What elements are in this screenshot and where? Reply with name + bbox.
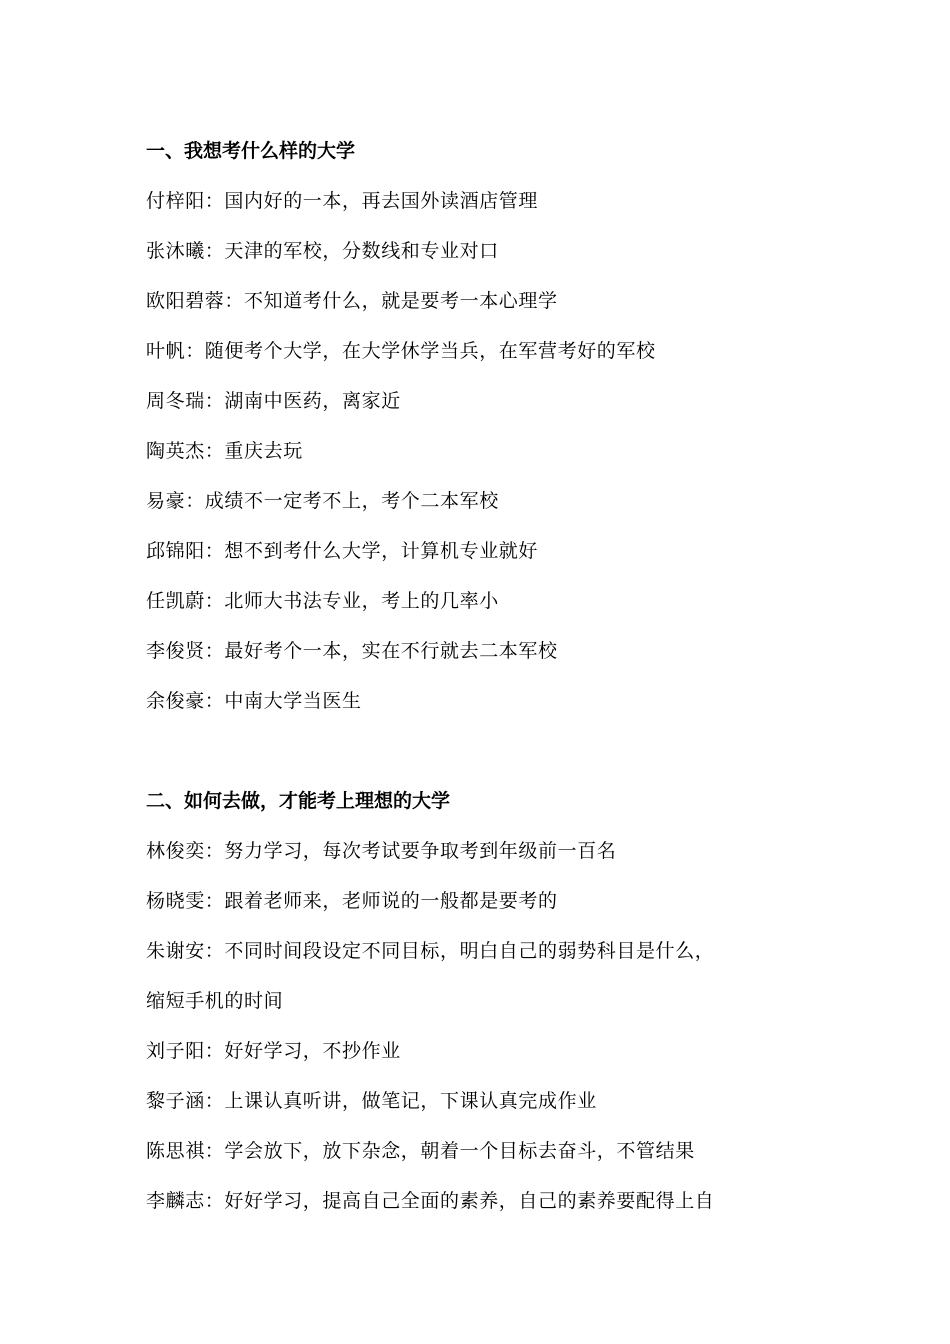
section-1-line: 付梓阳：国内好的一本，再去国外读酒店管理	[146, 190, 539, 212]
section-2-line: 陈思祺：学会放下，放下杂念，朝着一个目标去奋斗，不管结果	[146, 1140, 695, 1162]
section-1-line: 叶帆：随便考个大学，在大学休学当兵，在军营考好的军校	[146, 340, 656, 362]
section-1-heading: 一、我想考什么样的大学	[146, 140, 356, 162]
section-2-line: 林俊奕：努力学习，每次考试要争取考到年级前一百名	[146, 840, 617, 862]
section-1-line: 任凯蔚：北师大书法专业，考上的几率小	[146, 590, 499, 612]
section-spacer	[146, 726, 826, 776]
section-2-line: 朱谢安：不同时间段设定不同目标，明白自己的弱势科目是什么，	[146, 940, 715, 962]
section-2-line: 杨晓雯：跟着老师来，老师说的一般都是要考的	[146, 890, 558, 912]
section-2-line: 李麟志：好好学习，提高自己全面的素养，自己的素养要配得上自	[146, 1190, 715, 1212]
section-1-line: 张沐曦：天津的军校，分数线和专业对口	[146, 240, 499, 262]
section-2-heading: 二、如何去做，才能考上理想的大学	[146, 790, 451, 812]
section-1-line: 李俊贤：最好考个一本，实在不行就去二本军校	[146, 640, 558, 662]
section-2-line: 缩短手机的时间	[146, 990, 284, 1012]
section-1-line: 欧阳碧蓉：不知道考什么，就是要考一本心理学	[146, 290, 558, 312]
section-1-line: 余俊豪：中南大学当医生	[146, 690, 362, 712]
section-1-line: 邱锦阳：想不到考什么大学，计算机专业就好	[146, 540, 539, 562]
section-1-line: 陶英杰：重庆去玩	[146, 440, 303, 462]
section-1-line: 易豪：成绩不一定考不上，考个二本军校	[146, 490, 499, 512]
section-1-line: 周冬瑞：湖南中医药，离家近	[146, 390, 401, 412]
document-content	[146, 126, 826, 1226]
section-2-line: 黎子涵：上课认真听讲，做笔记，下课认真完成作业	[146, 1090, 597, 1112]
section-2-line: 刘子阳：好好学习，不抄作业	[146, 1040, 401, 1062]
